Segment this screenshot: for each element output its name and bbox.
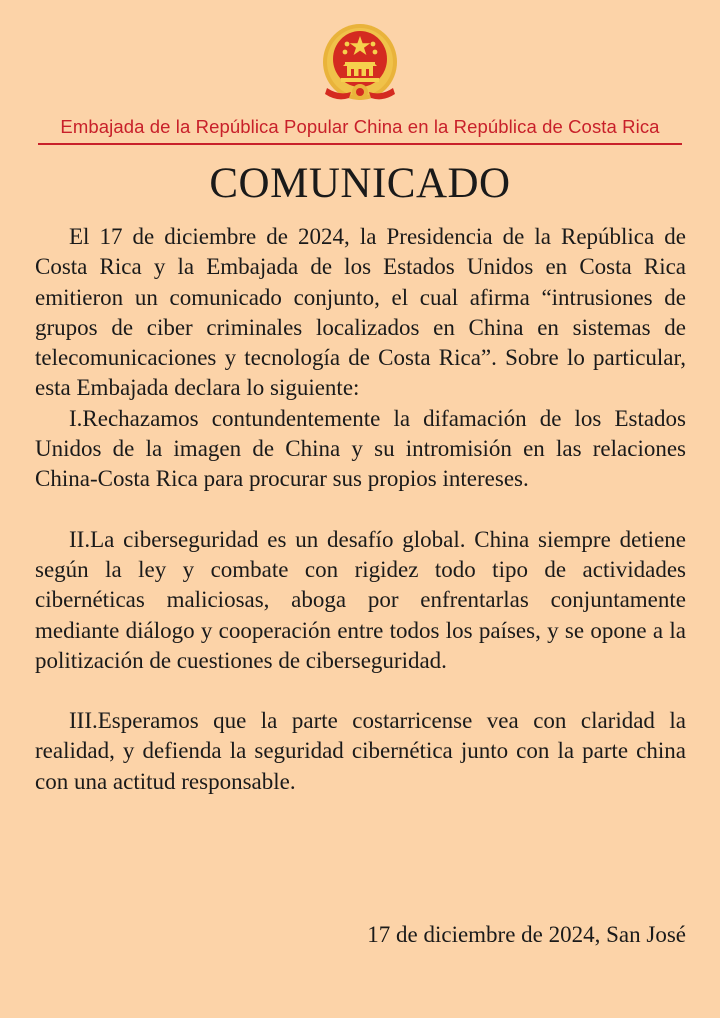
embassy-name: Embajada de la República Popular China en la República de Costa Rica	[60, 116, 660, 137]
national-emblem-icon	[321, 22, 399, 104]
point-1-paragraph: I.Rechazamos contundentemente la difamación de los Estados Unidos de la imagen de China y su intromisión en las relaciones China-Costa Rica para procurar sus propios intereses.	[35, 405, 686, 492]
date-place-signature: 17 de diciembre de 2024, San José	[367, 922, 686, 947]
header-divider	[38, 143, 682, 145]
document-body	[35, 222, 686, 797]
point-2-paragraph: II.La ciberseguridad es un desafío global. China siempre detiene según la ley y combate con rigidez todo tipo de actividades cibernéticas maliciosas, aboga por enfrentarlas conjuntamente mediante diálogo y cooperación entre todos los países, y se opone a la politización de cuestiones de ciberseguridad.	[35, 526, 686, 673]
intro-paragraph: El 17 de diciembre de 2024, la Presidencia de la República de Costa Rica y la Embajada de los Estados Unidos en Costa Rica emitieron un comunicado conjunto, el cual afirma “intrusiones de grupos de ciber criminales localizados en China en sistemas de telecomunicaciones y tecnología de Costa Rica”. Sobre lo particular, esta Embajada declara lo siguiente:	[35, 224, 686, 401]
point-3-paragraph: III.Esperamos que la parte costarricense vea con claridad la realidad, y defienda la seguridad cibernética junto con la parte china con una actitud responsable.	[35, 708, 686, 794]
document-title: COMUNICADO	[209, 160, 511, 207]
